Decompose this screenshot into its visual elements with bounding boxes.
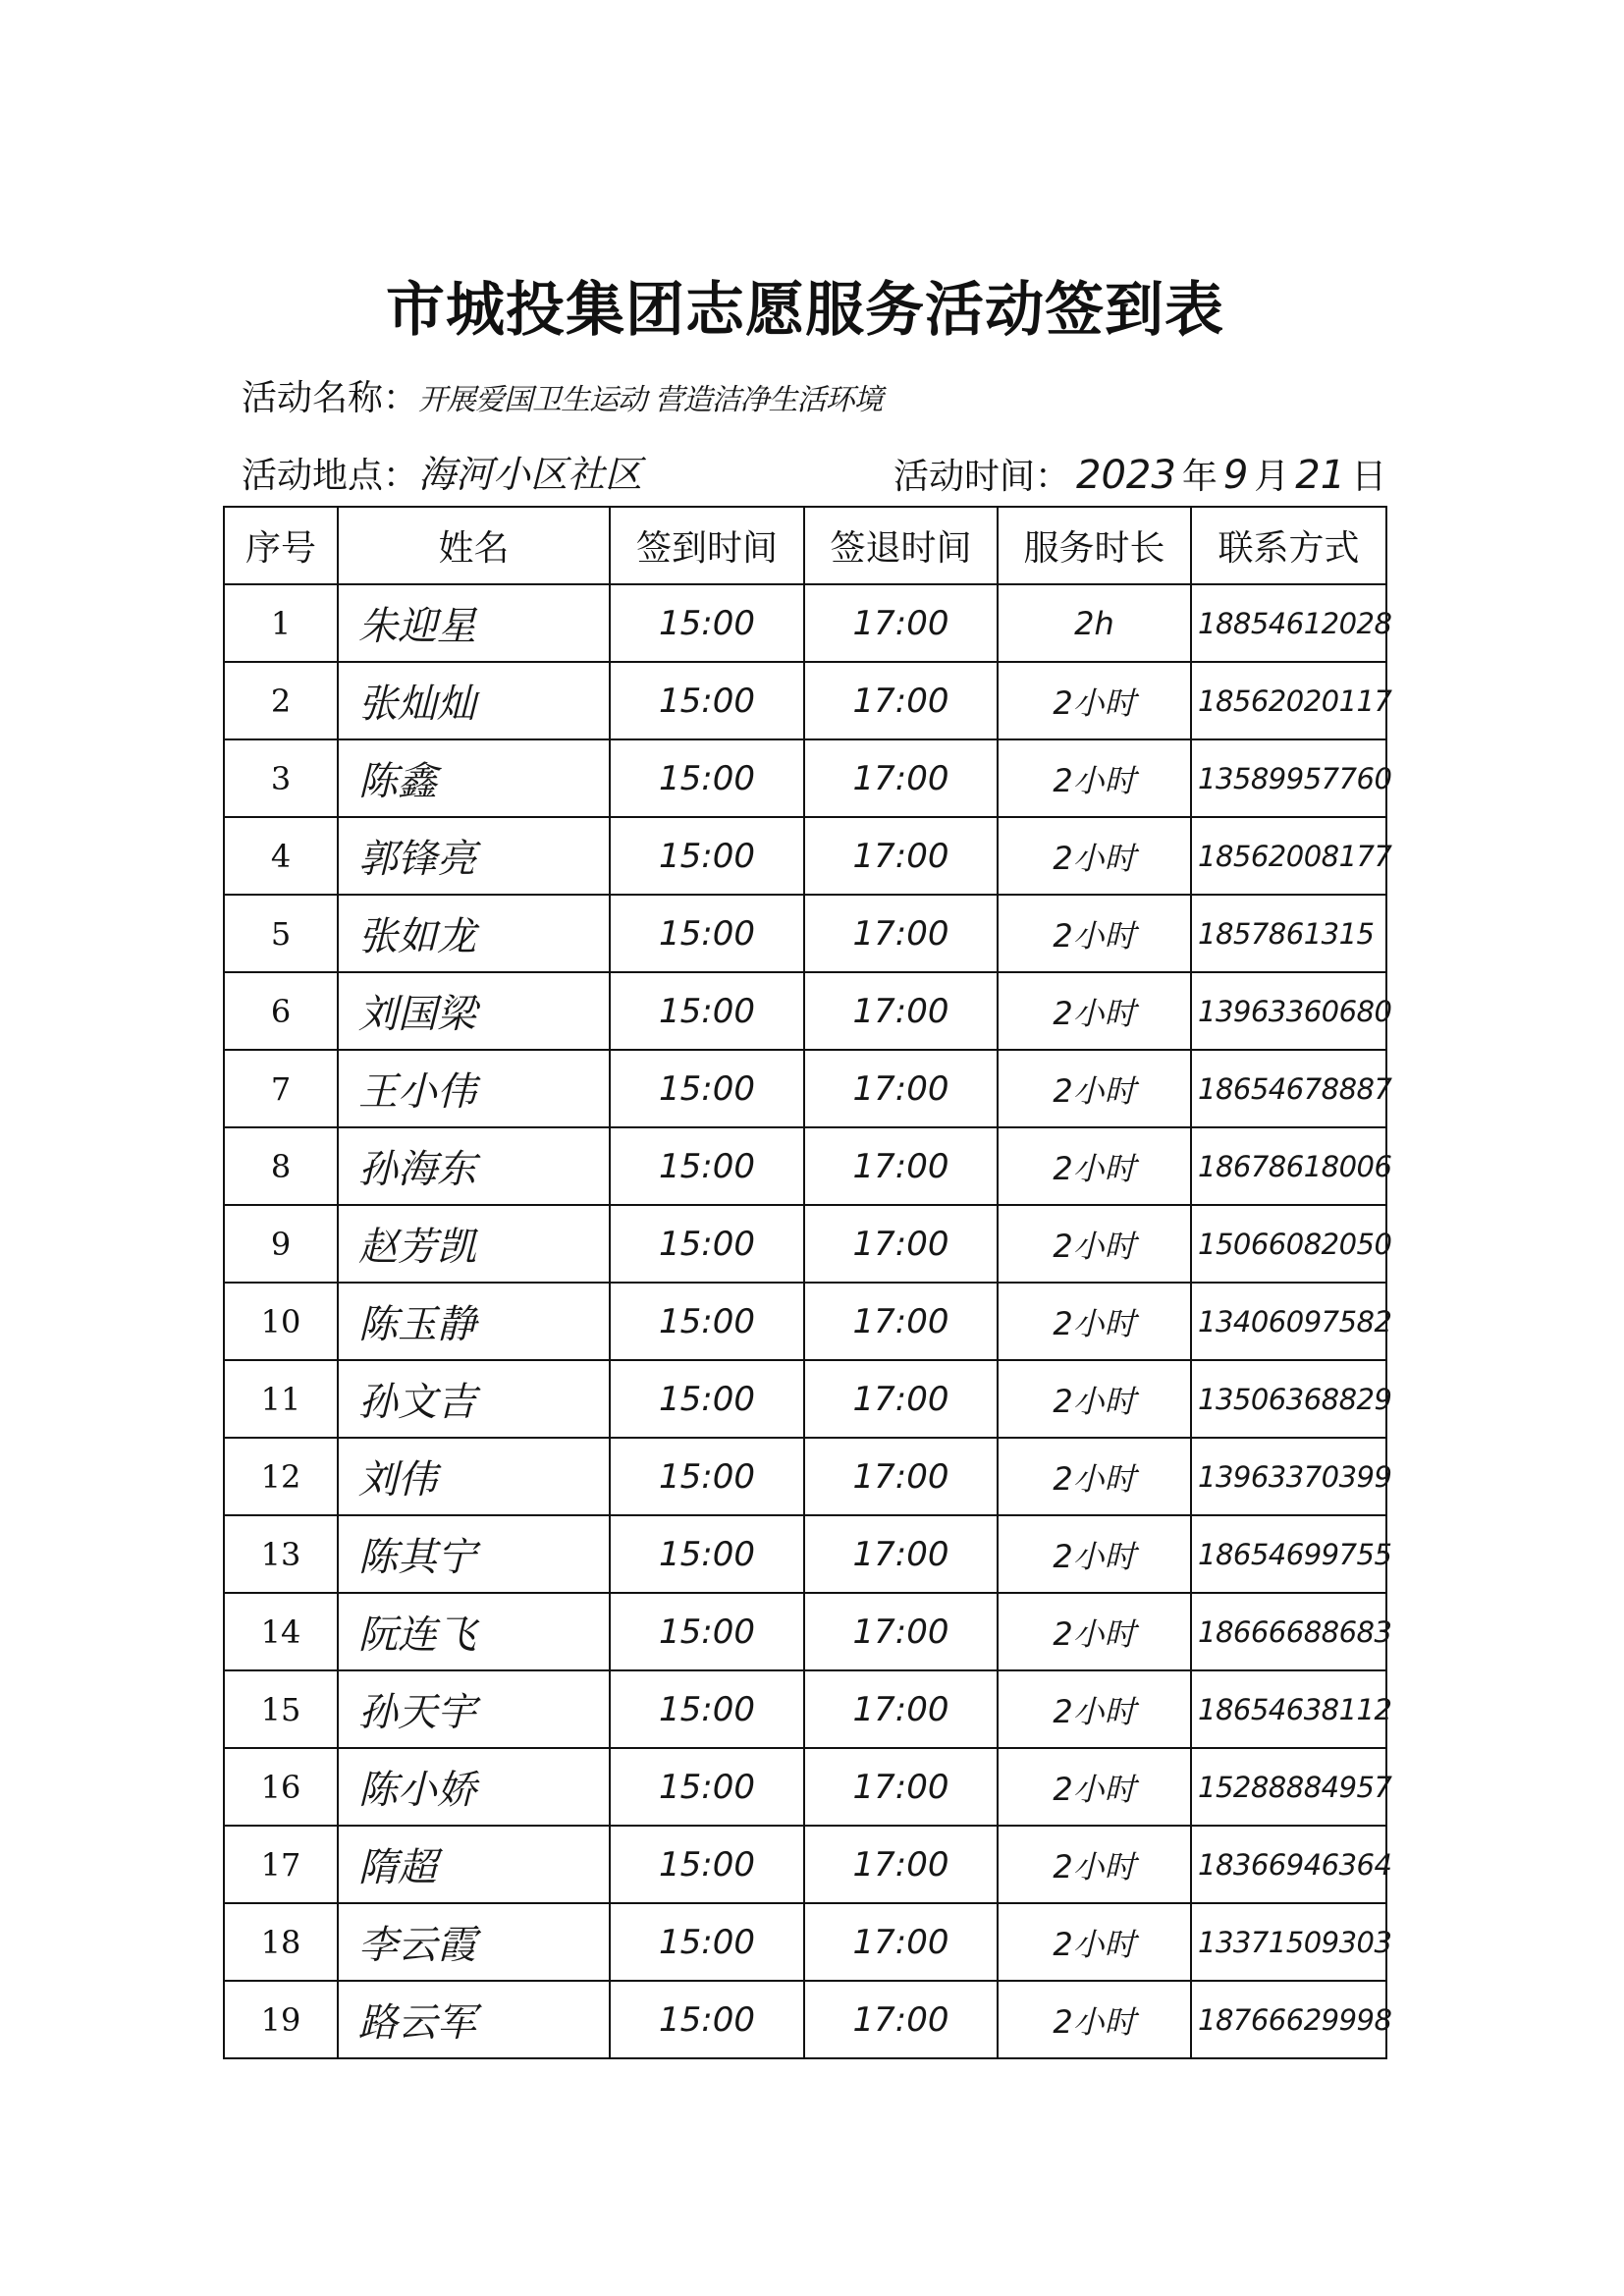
contact-phone: 13506368829 — [1191, 1360, 1386, 1438]
service-duration: 2小时 — [998, 972, 1191, 1050]
sign-in-time: 15:00 — [610, 1593, 804, 1670]
contact-phone: 18854612028 — [1191, 584, 1386, 662]
contact-phone: 18562020117 — [1191, 662, 1386, 739]
sign-out-time: 17:00 — [804, 1205, 998, 1283]
row-number: 13 — [224, 1515, 338, 1593]
table-row — [224, 1360, 1386, 1438]
column-header-service-duration: 服务时长 — [998, 507, 1191, 584]
service-duration: 2小时 — [998, 739, 1191, 817]
sign-out-time: 17:00 — [804, 584, 998, 662]
contact-phone: 13406097582 — [1191, 1283, 1386, 1360]
service-duration: 2小时 — [998, 817, 1191, 895]
signer-name: 陈其宁 — [338, 1515, 610, 1593]
sign-in-time: 15:00 — [610, 1050, 804, 1127]
sign-in-time: 15:00 — [610, 1438, 804, 1515]
signer-name: 孙海东 — [338, 1127, 610, 1205]
activity-time-field — [893, 453, 1387, 498]
row-number: 8 — [224, 1127, 338, 1205]
table-row — [224, 1903, 1386, 1981]
table-row — [224, 662, 1386, 739]
sign-out-time: 17:00 — [804, 1981, 998, 2058]
service-duration: 2小时 — [998, 1360, 1191, 1438]
service-duration: 2小时 — [998, 1670, 1191, 1748]
table-header-row — [224, 507, 1386, 584]
year-unit: 年 — [1181, 457, 1218, 497]
sign-out-time: 17:00 — [804, 817, 998, 895]
row-number: 14 — [224, 1593, 338, 1670]
service-duration: 2小时 — [998, 1283, 1191, 1360]
sign-in-time: 15:00 — [610, 662, 804, 739]
sign-in-time: 15:00 — [610, 1670, 804, 1748]
contact-phone: 18654638112 — [1191, 1670, 1386, 1748]
signer-name: 孙文吉 — [338, 1360, 610, 1438]
contact-phone: 18766629998 — [1191, 1981, 1386, 2058]
signer-name: 李云霞 — [338, 1903, 610, 1981]
service-duration: 2小时 — [998, 895, 1191, 972]
table-row — [224, 1205, 1386, 1283]
column-header-contact: 联系方式 — [1191, 507, 1386, 584]
table-row — [224, 972, 1386, 1050]
day-unit: 日 — [1351, 457, 1387, 497]
contact-phone: 13589957760 — [1191, 739, 1386, 817]
signer-name: 路云军 — [338, 1981, 610, 2058]
activity-location-value: 海河小区社区 — [418, 453, 643, 496]
service-duration: 2小时 — [998, 1981, 1191, 2058]
contact-phone: 15288884957 — [1191, 1748, 1386, 1826]
service-duration: 2小时 — [998, 1515, 1191, 1593]
sign-in-time: 15:00 — [610, 972, 804, 1050]
sign-out-time: 17:00 — [804, 1438, 998, 1515]
row-number: 17 — [224, 1826, 338, 1903]
column-header-name: 姓名 — [338, 507, 610, 584]
sign-in-time: 15:00 — [610, 1283, 804, 1360]
row-number: 10 — [224, 1283, 338, 1360]
contact-phone: 15066082050 — [1191, 1205, 1386, 1283]
table-row — [224, 1670, 1386, 1748]
sign-out-time: 17:00 — [804, 1283, 998, 1360]
table-row — [224, 1283, 1386, 1360]
signer-name: 赵芳凯 — [338, 1205, 610, 1283]
table-row — [224, 1050, 1386, 1127]
signer-name: 张灿灿 — [338, 662, 610, 739]
activity-location-field — [242, 453, 643, 496]
sign-in-time: 15:00 — [610, 1127, 804, 1205]
signer-name: 刘伟 — [338, 1438, 610, 1515]
signer-name: 孙天宇 — [338, 1670, 610, 1748]
signer-name: 陈玉静 — [338, 1283, 610, 1360]
activity-location-label: 活动地点： — [242, 456, 419, 496]
service-duration: 2小时 — [998, 1438, 1191, 1515]
sign-out-time: 17:00 — [804, 739, 998, 817]
table-row — [224, 1748, 1386, 1826]
sign-in-time: 15:00 — [610, 739, 804, 817]
sign-in-time: 15:00 — [610, 1826, 804, 1903]
signer-name: 陈小娇 — [338, 1748, 610, 1826]
contact-phone: 1857861315 — [1191, 895, 1386, 972]
row-number: 2 — [224, 662, 338, 739]
row-number: 15 — [224, 1670, 338, 1748]
signer-name: 刘国梁 — [338, 972, 610, 1050]
row-number: 11 — [224, 1360, 338, 1438]
row-number: 9 — [224, 1205, 338, 1283]
service-duration: 2小时 — [998, 1748, 1191, 1826]
signer-name: 陈鑫 — [338, 739, 610, 817]
activity-time-year: 2023 — [1076, 453, 1176, 498]
table-row — [224, 1826, 1386, 1903]
contact-phone: 13963360680 — [1191, 972, 1386, 1050]
table-row — [224, 1515, 1386, 1593]
sign-out-time: 17:00 — [804, 1748, 998, 1826]
activity-name-label: 活动名称： — [242, 378, 419, 418]
contact-phone: 13963370399 — [1191, 1438, 1386, 1515]
service-duration: 2小时 — [998, 1205, 1191, 1283]
service-duration: 2小时 — [998, 1050, 1191, 1127]
service-duration: 2小时 — [998, 1826, 1191, 1903]
row-number: 3 — [224, 739, 338, 817]
table-row — [224, 1593, 1386, 1670]
sign-out-time: 17:00 — [804, 1360, 998, 1438]
sign-in-time: 15:00 — [610, 1515, 804, 1593]
signer-name: 朱迎星 — [338, 584, 610, 662]
contact-phone: 18654678887 — [1191, 1050, 1386, 1127]
row-number: 4 — [224, 817, 338, 895]
sign-in-time: 15:00 — [610, 1360, 804, 1438]
signer-name: 郭锋亮 — [338, 817, 610, 895]
contact-phone: 18678618006 — [1191, 1127, 1386, 1205]
sign-out-time: 17:00 — [804, 1826, 998, 1903]
sign-in-time: 15:00 — [610, 817, 804, 895]
month-unit: 月 — [1254, 457, 1290, 497]
sign-out-time: 17:00 — [804, 972, 998, 1050]
row-number: 16 — [224, 1748, 338, 1826]
sign-in-time: 15:00 — [610, 584, 804, 662]
row-number: 1 — [224, 584, 338, 662]
table-row — [224, 1981, 1386, 2058]
table-row — [224, 1438, 1386, 1515]
sign-out-time: 17:00 — [804, 1593, 998, 1670]
contact-phone: 18366946364 — [1191, 1826, 1386, 1903]
sign-out-time: 17:00 — [804, 1127, 998, 1205]
row-number: 12 — [224, 1438, 338, 1515]
table-row — [224, 895, 1386, 972]
table-row — [224, 817, 1386, 895]
signer-name: 隋超 — [338, 1826, 610, 1903]
activity-name-field — [242, 378, 883, 418]
contact-phone: 18666688683 — [1191, 1593, 1386, 1670]
sign-in-table — [223, 506, 1392, 2059]
contact-phone: 18654699755 — [1191, 1515, 1386, 1593]
table-row — [224, 739, 1386, 817]
service-duration: 2小时 — [998, 1127, 1191, 1205]
sign-in-time: 15:00 — [610, 1903, 804, 1981]
sign-out-time: 17:00 — [804, 1670, 998, 1748]
activity-name-value: 开展爱国卫生运动 营造洁净生活环境 — [418, 383, 883, 417]
activity-time-label: 活动时间： — [893, 457, 1071, 497]
sign-in-time: 15:00 — [610, 1205, 804, 1283]
row-number: 6 — [224, 972, 338, 1050]
signer-name: 王小伟 — [338, 1050, 610, 1127]
table-row — [224, 584, 1386, 662]
contact-phone: 13371509303 — [1191, 1903, 1386, 1981]
sign-out-time: 17:00 — [804, 1903, 998, 1981]
service-duration: 2h — [998, 584, 1191, 662]
row-number: 18 — [224, 1903, 338, 1981]
sign-out-time: 17:00 — [804, 1050, 998, 1127]
sign-out-time: 17:00 — [804, 662, 998, 739]
activity-time-day: 21 — [1295, 453, 1346, 498]
contact-phone: 18562008177 — [1191, 817, 1386, 895]
service-duration: 2小时 — [998, 1593, 1191, 1670]
sheet-title: 市城投集团志愿服务活动签到表 — [386, 276, 1224, 345]
column-header-number: 序号 — [224, 507, 338, 584]
sign-in-time: 15:00 — [610, 1981, 804, 2058]
column-header-sign-out-time: 签退时间 — [804, 507, 998, 584]
column-header-sign-in-time: 签到时间 — [610, 507, 804, 584]
row-number: 7 — [224, 1050, 338, 1127]
service-duration: 2小时 — [998, 662, 1191, 739]
row-number: 19 — [224, 1981, 338, 2058]
row-number: 5 — [224, 895, 338, 972]
table-row — [224, 1127, 1386, 1205]
signer-name: 阮连飞 — [338, 1593, 610, 1670]
sign-in-time: 15:00 — [610, 895, 804, 972]
signer-name: 张如龙 — [338, 895, 610, 972]
sign-out-time: 17:00 — [804, 895, 998, 972]
activity-time-month: 9 — [1222, 453, 1249, 498]
sign-out-time: 17:00 — [804, 1515, 998, 1593]
sign-in-time: 15:00 — [610, 1748, 804, 1826]
service-duration: 2小时 — [998, 1903, 1191, 1981]
